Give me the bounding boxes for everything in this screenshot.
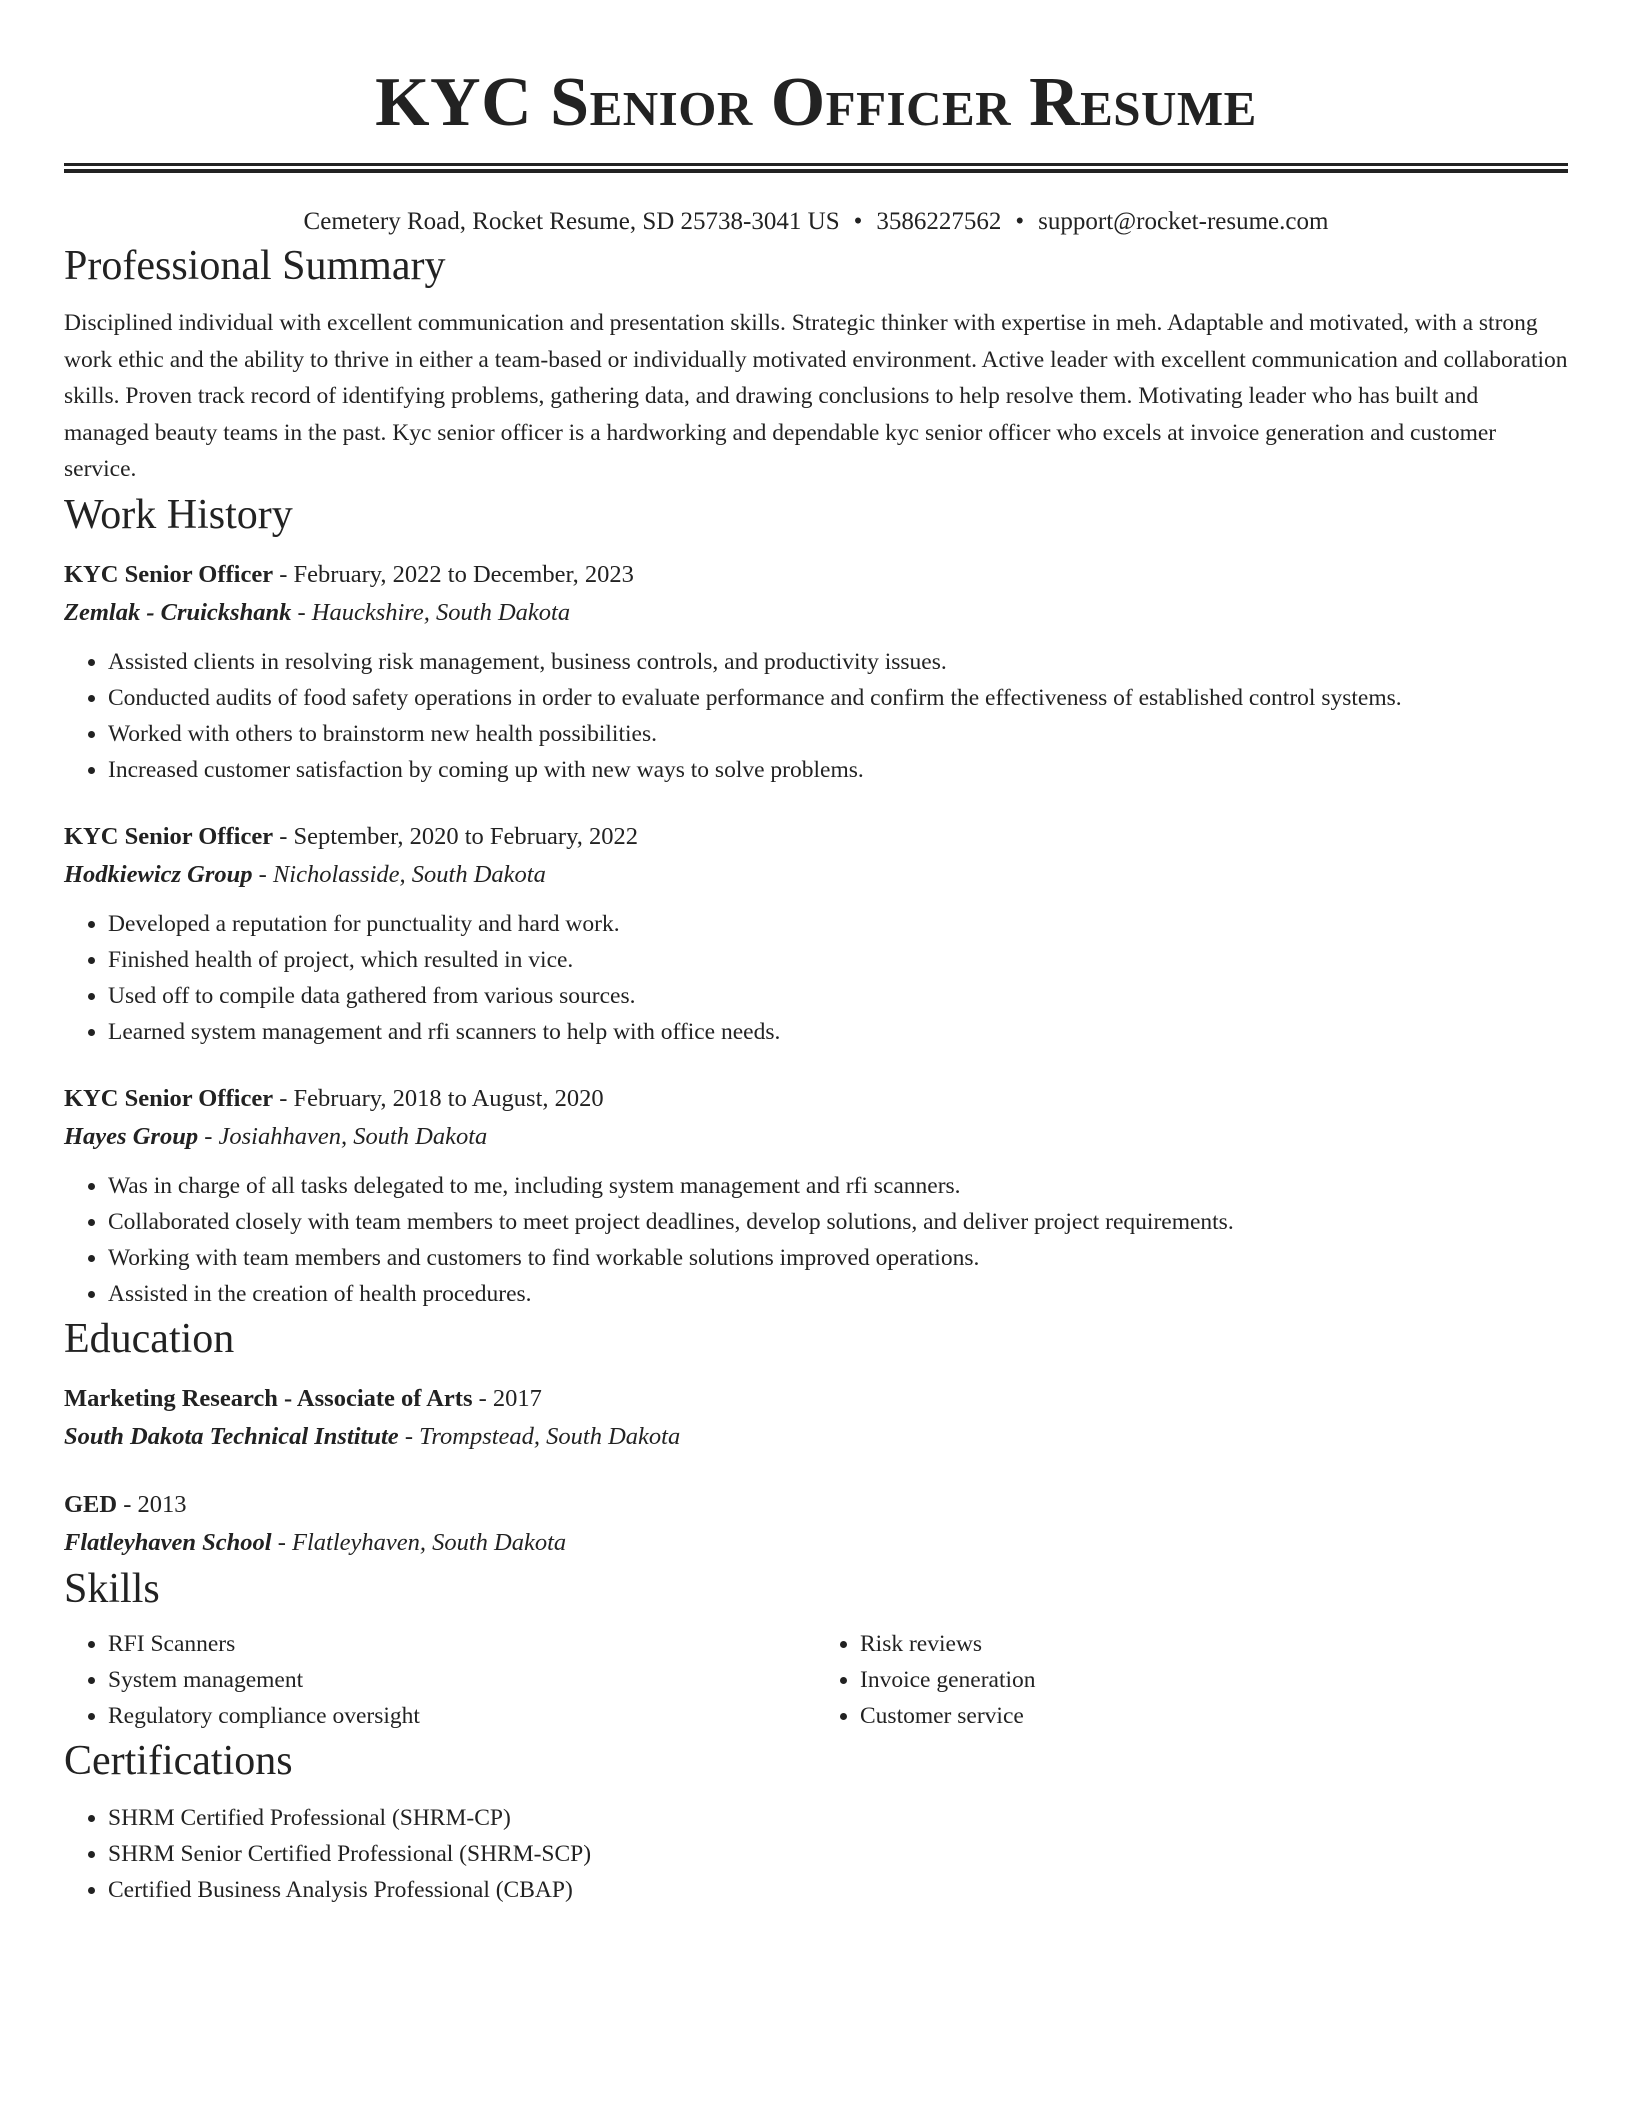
degree-line [64, 1486, 1568, 1524]
job-location: - Josiahhaven, South Dakota [198, 1122, 488, 1150]
contact-address: Cemetery Road, Rocket Resume, SD 25738-3041 US [303, 208, 840, 235]
page-title: KYC Senior Officer Resume [375, 64, 1257, 141]
contact-email: support@rocket-resume.com [1038, 208, 1329, 235]
skill-item: • RFI Scanners [108, 1626, 816, 1662]
title-divider [64, 163, 1568, 173]
certification-item: • SHRM Senior Certified Professional (SHRM-SCP) [108, 1836, 1568, 1872]
school-line [64, 1418, 1568, 1456]
job-company: Hodkiewicz Group [64, 860, 253, 888]
contact-phone: 3586227562 [876, 208, 1002, 235]
contact-line [64, 205, 1568, 239]
contact-separator: • [853, 208, 863, 235]
job-location: - Nicholasside, South Dakota [252, 860, 546, 888]
job-bullet: • Was in charge of all tasks delegated to me, including system management and rfi scanners. [108, 1168, 1568, 1204]
work-history-heading: Work History [64, 491, 293, 538]
job-bullet: • Conducted audits of food safety operations in order to evaluate performance and confirm the effectiveness of established control systems. [108, 680, 1568, 716]
job-bullet: • Increased customer satisfaction by coming up with new ways to solve problems. [108, 752, 1568, 788]
job-bullet: • Finished health of project, which resulted in vice. [108, 942, 1568, 978]
skill-item: • System management [108, 1662, 816, 1698]
skills-list [64, 1626, 1568, 1734]
job-bullet: • Worked with others to brainstorm new health possibilities. [108, 716, 1568, 752]
job-entry [64, 1080, 1568, 1312]
job-bullets [64, 644, 1568, 788]
job-bullets [64, 906, 1568, 1050]
skill-item: • Invoice generation [860, 1662, 1568, 1698]
job-title-line [64, 1080, 1568, 1118]
certification-item: • SHRM Certified Professional (SHRM-CP) [108, 1800, 1568, 1836]
job-bullet: • Developed a reputation for punctuality and hard work. [108, 906, 1568, 942]
resume-page [64, 0, 1568, 1908]
certifications-heading: Certifications [64, 1737, 293, 1784]
degree-line [64, 1380, 1568, 1418]
school-line [64, 1524, 1568, 1562]
job-dates: - September, 2020 to February, 2022 [273, 822, 638, 850]
skill-item: • Customer service [860, 1698, 1568, 1734]
job-dates: - February, 2018 to August, 2020 [273, 1084, 604, 1112]
degree-year: - 2017 [472, 1384, 542, 1412]
skills-heading: Skills [64, 1565, 160, 1612]
job-location: - Hauckshire, South Dakota [291, 598, 571, 626]
job-bullet: • Collaborated closely with team members to meet project deadlines, develop solutions, and deliver project requirements. [108, 1204, 1568, 1240]
job-company-line [64, 856, 1568, 894]
job-bullet: • Used off to compile data gathered from various sources. [108, 978, 1568, 1014]
job-bullet: • Assisted in the creation of health procedures. [108, 1276, 1568, 1312]
job-title: KYC Senior Officer [64, 560, 274, 588]
certifications-list [64, 1800, 1568, 1908]
education-entry [64, 1486, 1568, 1562]
education-heading: Education [64, 1315, 235, 1362]
job-company-line [64, 594, 1568, 632]
summary-heading: Professional Summary [64, 243, 446, 289]
certification-item: • Certified Business Analysis Professional (CBAP) [108, 1872, 1568, 1908]
degree-year: - 2013 [117, 1490, 187, 1518]
job-entry [64, 556, 1568, 788]
job-company: Zemlak - Cruickshank [64, 598, 292, 626]
job-title-line [64, 556, 1568, 594]
job-title-line [64, 818, 1568, 856]
skills-column-right [816, 1626, 1568, 1734]
summary-text: Disciplined individual with excellent communication and presentation skills. Strategic thinker with expertise in meh. Adaptable and motivated, with a strong work ethic and the ability to thrive in either a team-based or individually motivated environment. Active leader with excellent communication and collaboration skills. Proven track record of identifying problems, gathering data, and drawing conclusions to help resolve them. Motivating leader who has built and managed beauty teams in the past. Kyc senior officer is a hardworking and dependable kyc senior officer who excels at invoice generation and customer service. [64, 310, 1568, 482]
skill-item: • Risk reviews [860, 1626, 1568, 1662]
education-entry [64, 1380, 1568, 1456]
degree: GED [64, 1490, 118, 1518]
school: South Dakota Technical Institute [64, 1422, 399, 1450]
job-entry [64, 818, 1568, 1050]
job-bullet: • Assisted clients in resolving risk management, business controls, and productivity issues. [108, 644, 1568, 680]
school-location: - Flatleyhaven, South Dakota [271, 1528, 567, 1556]
degree: Marketing Research - Associate of Arts [64, 1384, 473, 1412]
job-title: KYC Senior Officer [64, 1084, 274, 1112]
job-dates: - February, 2022 to December, 2023 [273, 560, 634, 588]
job-bullet: • Working with team members and customers to find workable solutions improved operations. [108, 1240, 1568, 1276]
job-bullets [64, 1168, 1568, 1312]
school: Flatleyhaven School [64, 1528, 272, 1556]
job-company: Hayes Group [64, 1122, 199, 1150]
contact-separator: • [1015, 208, 1025, 235]
job-title: KYC Senior Officer [64, 822, 274, 850]
skills-column-left [64, 1626, 816, 1734]
job-company-line [64, 1118, 1568, 1156]
school-location: - Trompstead, South Dakota [398, 1422, 681, 1450]
job-bullet: • Learned system management and rfi scanners to help with office needs. [108, 1014, 1568, 1050]
skill-item: • Regulatory compliance oversight [108, 1698, 816, 1734]
